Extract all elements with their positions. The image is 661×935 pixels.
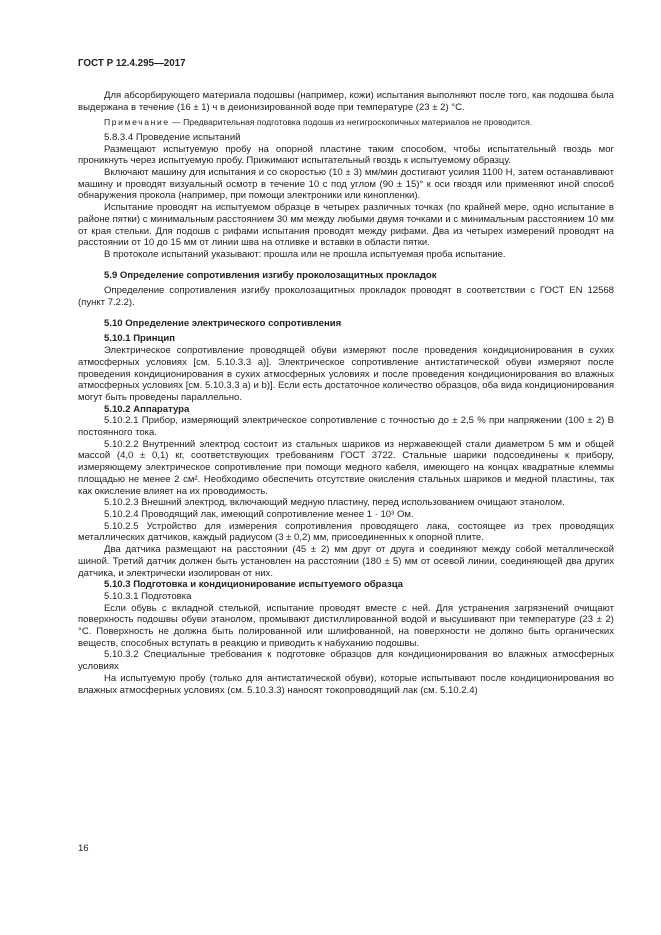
heading-5-10-3: 5.10.3 Подготовка и кондиционирование испытуемого образца (104, 579, 403, 591)
document-header: ГОСТ Р 12.4.295—2017 (78, 58, 186, 69)
paragraph-5-10-2-1: 5.10.2.1 Прибор, измеряющий электрическое сопротивление с точностью до ± 2,5 % при напряжении (100 ± 2) В постоянного тока. (78, 415, 614, 439)
heading-5-10: 5.10 Определение электрического сопротивления (104, 317, 342, 329)
paragraph-absorbent-sole: Для абсорбирующего материала подошвы (например, кожи) испытания выполняют после того, как подошва была выдержана в течение (16 ± 1) ч в деионизированной воде при температуре (23 ± 2) °С. (78, 90, 614, 113)
paragraph-preparation: Если обувь с вкладной стелькой, испытание проводят вместе с ней. Для устранения загрязнений очищают поверхность подошвы обуви этанолом, промывают дистиллированной водой и высушивают при температуре (23 ± 2) °С. Поверхность не должна быть полированной или шлифованной, на поверхности не должно быть органических веществ, способных вступать в реакцию и приводить к набуханию подошвы. (78, 602, 614, 649)
paragraph-placement: Размещают испытуемую пробу на опорной пластине таким способом, чтобы испытательный гвоздь мог проникнуть через испытуемую пробу. Прижимают испытательный гвоздь к испытуемому образцу. (78, 143, 614, 167)
heading-5-9: 5.9 Определение сопротивления изгибу проколозащитных прокладок (104, 269, 437, 281)
paragraph-5-10-2-4: 5.10.2.4 Проводящий лак, имеющий сопротивление менее 1 · 10³ Ом. (104, 509, 414, 520)
heading-5-8-3-4: 5.8.3.4 Проведение испытаний (104, 131, 241, 143)
document-body (78, 90, 614, 696)
heading-5-10-2: 5.10.2 Аппаратура (104, 403, 190, 415)
page-number: 16 (78, 843, 89, 854)
paragraph-bending: Определение сопротивления изгибу проколозащитных прокладок проводят в соответствии с ГОСТ EN 12568 (пункт 7.2.2). (78, 285, 614, 309)
paragraph-5-10-2-3: 5.10.2.3 Внешний электрод, включающий медную пластину, перед использованием очищают этанолом. (104, 497, 565, 509)
paragraph-sensors: Два датчика размещают на расстоянии (45 ± 2) мм друг от друга и соединяют между собой металлической шиной. Третий датчик должен быть установлен на расстоянии (180 ± 5) мм от осевой линии, соединяющей два других датчика, и электрически изолирован от них. (78, 544, 614, 579)
paragraph-machine: Включают машину для испытания и со скоростью (10 ± 3) мм/мин достигают усилия 1100 Н, затем останавливают машину и проводят визуальный осмотр в течение 10 с под углом (90 ± 15)° к оси гвоздя или применяют иной способ обнаружения прокола (например, при помощи электроники или кинопленки). (78, 167, 614, 202)
paragraph-5-10-2-5: 5.10.2.5 Устройство для измерения сопротивления проводящего лака, состоящее из трех проводящих металлических датчиков, каждый радиусом (3 ± 0,2) мм, присоединенных к опорной плите. (78, 520, 614, 544)
paragraph-lacquer: На испытуемую пробу (только для антистатической обуви), которые испытывают после кондиционирования во влажных атмосферных условиях (см. 5.10.3.3) наносят токопроводящий лак (см. 5.10.2.4) (78, 672, 614, 696)
heading-5-10-1: 5.10.1 Принцип (104, 333, 176, 345)
heading-5-10-3-1: 5.10.3.1 Подготовка (104, 590, 192, 602)
note (78, 117, 614, 128)
paragraph-four-points: Испытание проводят на испытуемом образце в четырех различных точках (по крайней мере, одно испытание в районе пятки) с минимальным расстоянием 30 мм между любыми двумя точками и с минимальным расстоянием 10 мм от края стельки. Для подошв с рифами испытания проводят между рифами. Два из четырех измерений проводят на расстоянии от 10 до 15 мм от линии шва на отливке и вставки в области пятки. (78, 202, 614, 249)
note-label: Примечание (104, 117, 170, 128)
paragraph-principle: Электрическое сопротивление проводящей обуви измеряют после проведения кондиционирования в сухих атмосферных условиях [см. 5.10.3.3 а)]. Электрическое сопротивление антистатической обуви измеряют после проведения кондиционирования в сухих атмосферных условиях и после проведения кондиционирования во влажных атмосферных условиях [см. 5.10.3.3 а) и b)]. Если есть достаточное количество образцов, оба вида кондиционирования могут быть проведены параллельно. (78, 345, 614, 403)
note-text: — Предварительная подготовка подошв из негигроскопичных материалов не проводится. (169, 117, 533, 128)
paragraph-protocol: В протоколе испытаний указывают: прошла или не прошла испытуемая проба испытание. (104, 248, 506, 260)
paragraph-5-10-3-2: 5.10.3.2 Специальные требования к подготовке образцов для кондиционирования во влажных атмосферных условиях (78, 649, 614, 673)
paragraph-5-10-2-2: 5.10.2.2 Внутренний электрод состоит из стальных шариков из нержавеющей стали диаметром 5 мм и общей массой (4,0 ± 0,1) кг, соответствующих требованиям ГОСТ 3722. Стальные шарики подсоединены к прибору, измеряющему электрическое сопротивление при помощи медного кабеля, имеющего на концах квадратные клеммы площадью не менее 2 см². Необходимо обеспечить отсутствие окисления стальных шариков и медной пластины, так как окисление влияет на их проводимость. (78, 438, 614, 497)
